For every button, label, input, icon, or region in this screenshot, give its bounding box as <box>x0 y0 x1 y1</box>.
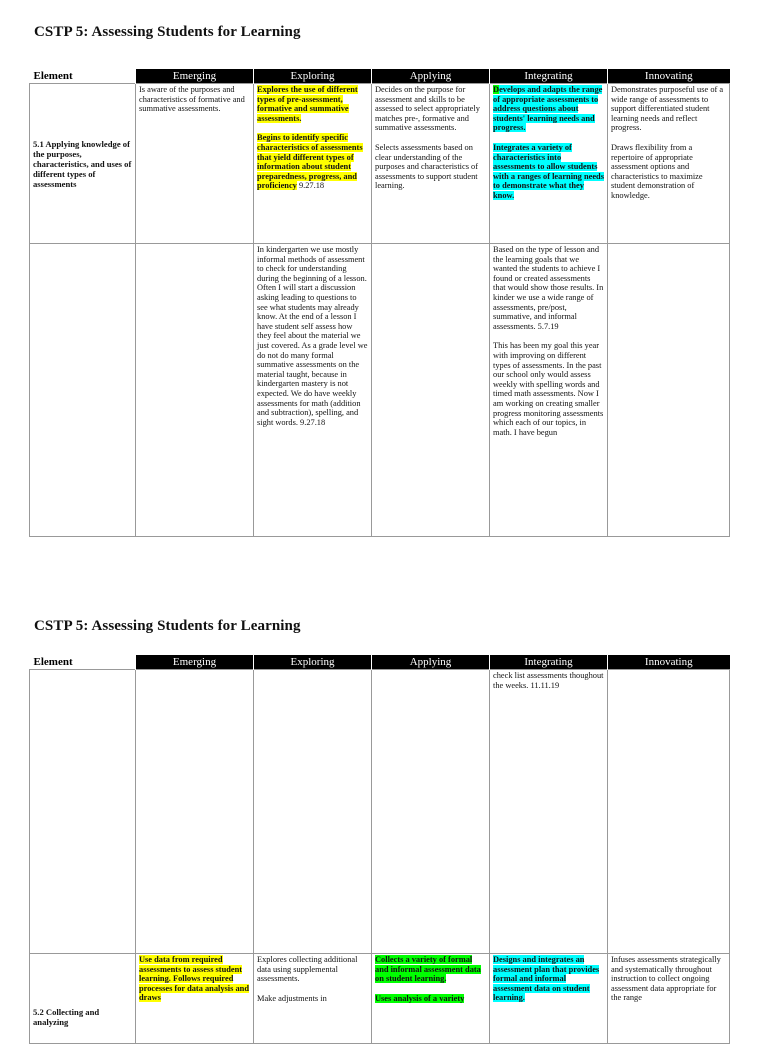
rubric-table-1 <box>29 69 730 537</box>
emerging-cell <box>136 84 254 244</box>
header-element: Element <box>30 655 136 670</box>
table-row <box>30 84 730 244</box>
header-row <box>30 655 730 670</box>
element-label: 5.2 Collecting and analyzing <box>33 1006 100 1027</box>
empty-cell <box>136 244 254 537</box>
table-row <box>30 244 730 537</box>
header-applying: Applying <box>372 69 490 84</box>
applying-cell <box>372 954 490 1044</box>
innovating-cell <box>608 84 730 244</box>
empty-cell <box>30 670 136 954</box>
integrating-cell <box>490 84 608 244</box>
header-element: Element <box>30 69 136 84</box>
emerging-text: Is aware of the purposes and characteristics of formative and summative assessments. <box>139 85 245 114</box>
innovating-cell <box>608 954 730 1044</box>
integrating-highlight-2: Integrates a variety of characteristics into assessments to allow students with a ranges of learning needs to demonstrate what they know. <box>493 142 604 200</box>
header-emerging: Emerging <box>136 69 254 84</box>
empty-cell <box>136 670 254 954</box>
header-emerging: Emerging <box>136 655 254 670</box>
emerging-highlight: Use data from required assessments to assess student learning. Follows required processes for data analysis and draws <box>139 955 249 1003</box>
header-innovating: Innovating <box>608 69 730 84</box>
applying-highlight-1: Collects a variety of formal and informal assessment data on student learning. <box>375 955 481 984</box>
applying-text-2: Selects assessments based on clear understanding of the purposes and characteristics of assessments to support student learning. <box>375 142 479 191</box>
emerging-cell <box>136 954 254 1044</box>
integrating-continued-cell <box>490 670 608 954</box>
exploring-cell <box>254 84 372 244</box>
innovating-text-2: Draws flexibility from a repertoire of appropriate assessment options and characteristics to maximize student demonstration of knowledge. <box>611 142 703 200</box>
innovating-text-1: Demonstrates purposeful use of a wide range of assessments to support differentiated student learning needs and reflect progress. <box>611 85 724 133</box>
integrating-cell <box>490 954 608 1044</box>
exploring-text-1: Explores collecting additional data using supplemental assessments. <box>257 955 358 984</box>
exploring-highlight-2: Begins to identify specific characteristics of assessments that yield different types of information about student preparedness, progress, and proficiency <box>257 133 363 191</box>
header-integrating: Integrating <box>490 655 608 670</box>
table-row <box>30 670 730 954</box>
element-cell <box>30 84 136 244</box>
applying-text-1: Decides on the purpose for assessment and skills to be assessed to select appropriately matches pre-, formative and summative assessments. <box>375 85 480 133</box>
applying-cell <box>372 84 490 244</box>
table-row <box>30 954 730 1044</box>
exploring-cell <box>254 954 372 1044</box>
rubric-table-2 <box>29 655 730 1044</box>
applying-highlight-2: Uses analysis of a variety <box>375 993 465 1003</box>
integrating-highlight: Designs and integrates an assessment plan that provides formal and informal assessment data on student learning. <box>493 955 600 1003</box>
header-integrating: Integrating <box>490 69 608 84</box>
empty-cell <box>254 670 372 954</box>
empty-cell <box>372 244 490 537</box>
element-cell <box>30 954 136 1044</box>
element-label: 5.1 Applying knowledge of the purposes, characteristics, and uses of different types of assessments <box>33 138 132 189</box>
integrating-reflection-2: This has been my goal this year with improving on different types of assessments. In the past our school only would assess weekly with spelling words and timed math assessments. Now I am working on creating smaller progress monitoring assessments which each of our topics, in math. I have begun <box>493 341 604 437</box>
integrating-green-highlight: D <box>493 85 500 94</box>
integrating-highlight-1: evelops and adapts the range of appropriate assessments to address questions about students' learning needs and progress. <box>493 85 603 133</box>
exploring-text-2: Make adjustments in <box>257 993 327 1003</box>
header-innovating: Innovating <box>608 655 730 670</box>
page-title: CSTP 5: Assessing Students for Learning <box>34 24 301 40</box>
header-exploring: Exploring <box>254 655 372 670</box>
integrating-continued: check list assessments thoughout the weeks. 11.11.19 <box>493 671 604 690</box>
exploring-reflection: In kindergarten we use mostly informal methods of assessment to check for understanding during the beginning of a lesson. Often I will start a discussion asking leading to questions to see what students may already know. At the end of a lesson I have student self assess how they feel about the material we just covered. As a grade level we do not do many formal summative assessments on the material taught, because in kindergarten mastery is not expected. We do have weekly assessments for math (addition and subtraction), spelling, and sight words. 9.27.18 <box>257 245 368 427</box>
empty-cell <box>30 244 136 537</box>
empty-cell <box>608 670 730 954</box>
empty-cell <box>608 244 730 537</box>
integrating-reflection-1: Based on the type of lesson and the learning goals that we wanted the students to achieve I found or created assessments that would show those results. In kinder we use a wide range of assessments, pre/post, summative, and informal assessments. 5.7.19 <box>493 245 604 331</box>
integrating-reflection-cell <box>490 244 608 537</box>
exploring-date: 9.27.18 <box>296 181 325 191</box>
exploring-reflection-cell <box>254 244 372 537</box>
header-row <box>30 69 730 84</box>
header-applying: Applying <box>372 655 490 670</box>
header-exploring: Exploring <box>254 69 372 84</box>
innovating-text: Infuses assessments strategically and systematically throughout instruction to collect ongoing assessment data appropriate for the range <box>611 955 721 1003</box>
exploring-highlight-1: Explores the use of different types of pre-assessment, formative and summative assessments. <box>257 85 358 123</box>
page-title: CSTP 5: Assessing Students for Learning <box>34 618 301 634</box>
empty-cell <box>372 670 490 954</box>
